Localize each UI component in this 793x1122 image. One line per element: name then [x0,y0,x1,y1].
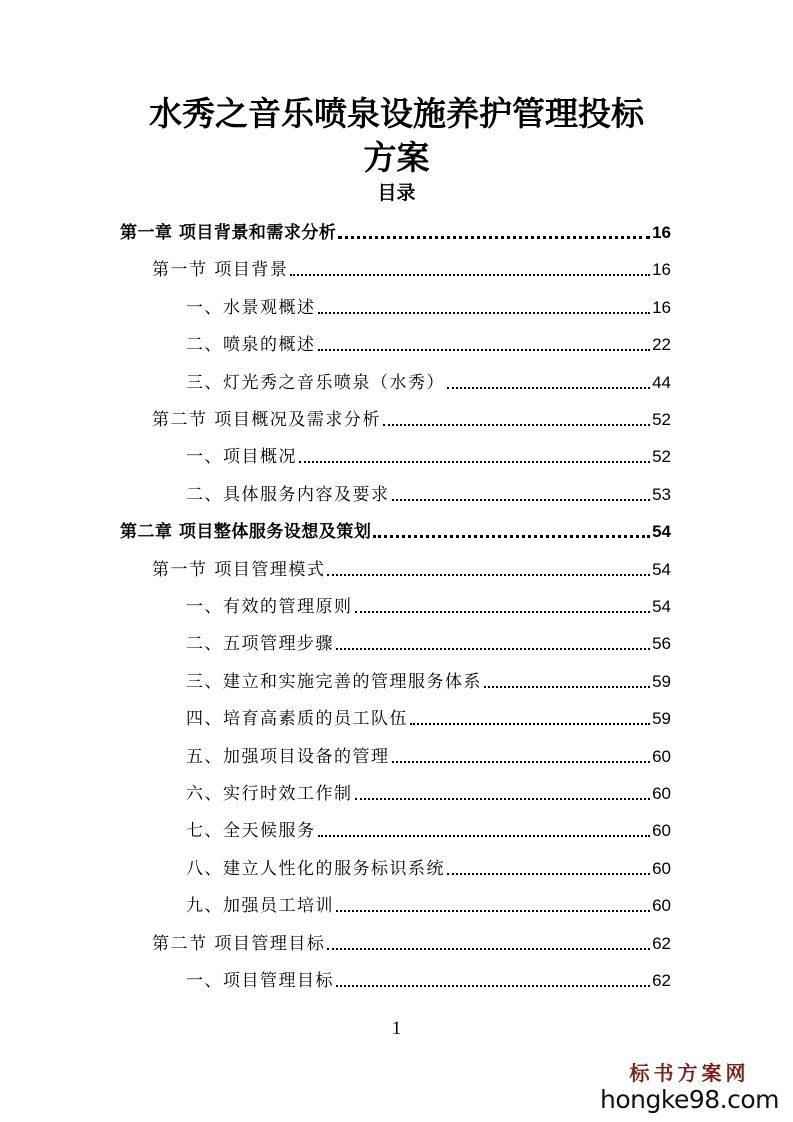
toc-entry-label: 一、项目管理目标 [186,971,334,991]
toc-entry-page: 16 [652,297,671,317]
toc-entry-label: 第二节 项目管理目标 [152,933,326,954]
toc-entry[interactable] [120,214,671,244]
toc-dot-leader [392,499,651,501]
toc-entry[interactable] [152,401,671,431]
toc-dot-leader [318,835,651,837]
toc-entry[interactable] [186,775,671,805]
toc-entry-label: 一、项目概况 [186,447,297,468]
toc-entry-page: 60 [652,784,671,803]
toc-entry-label: 二、喷泉的概述 [186,335,316,356]
toc-entry-page: 62 [652,933,671,953]
toc-dot-leader [327,948,650,950]
toc-entry-label: 四、培育高素质的员工队伍 [186,709,408,730]
toc-entry-page: 60 [652,821,671,841]
toc-entry-label: 三、灯光秀之音乐喷泉（水秀） [186,372,445,393]
toc-heading: 目录 [377,182,416,204]
watermark-site-name: 标书方案网 [629,1061,750,1085]
toc-dot-leader [355,611,651,613]
toc-entry[interactable] [186,625,671,655]
toc-dot-leader [484,686,650,688]
toc-entry-label: 第二章 项目整体服务设想及策划 [120,522,372,543]
toc-entry-page: 60 [652,746,671,766]
toc-entry[interactable] [186,850,671,880]
site-watermark [600,1060,779,1114]
toc-entry-label: 第二节 项目概况及需求分析 [152,410,381,430]
toc-entry[interactable] [152,925,671,955]
toc-entry-label: 七、全天候服务 [186,821,316,842]
toc-entry-page: 60 [652,858,671,878]
toc-entry-label: 第一节 项目管理模式 [152,559,326,580]
toc-dot-leader [336,910,650,912]
toc-entry-page: 54 [652,597,671,616]
toc-dot-leader [447,387,650,389]
toc-dot-leader [318,312,651,314]
toc-entry[interactable] [186,962,671,992]
toc-entry-label: 一、水景观概述 [186,297,316,318]
toc-entry[interactable] [152,251,671,281]
toc-entry[interactable] [186,438,671,468]
toc-dot-leader [447,873,650,875]
toc-entry-label: 一、有效的管理原则 [186,597,353,617]
document-title-line-2: 方案 [363,138,430,177]
toc-entry-page: 59 [652,709,671,729]
document-title [0,92,793,180]
toc-dot-leader [318,349,651,351]
toc-dot-leader [410,723,650,725]
toc-entry-page: 59 [652,671,671,691]
toc-dot-leader [290,274,650,276]
toc-entry-page: 54 [652,559,671,579]
toc-entry-label: 三、建立和实施完善的管理服务体系 [186,671,482,692]
toc-entry-label: 第一章 项目背景和需求分析 [120,223,337,243]
toc-entry[interactable] [186,588,671,618]
toc-entry-page: 60 [652,896,671,916]
toc-dot-leader [355,798,651,800]
toc-entry-page: 52 [652,410,671,429]
toc-entry-label: 五、加强项目设备的管理 [186,746,390,767]
toc-entry[interactable] [186,738,671,768]
toc-entry[interactable] [186,700,671,730]
toc-entry-page: 53 [652,484,671,504]
toc-entry-page: 62 [652,971,671,990]
toc-entry-label: 八、建立人性化的服务标识系统 [186,858,445,879]
toc-entry[interactable] [186,812,671,842]
toc-entry-page: 16 [652,223,671,242]
toc-entry-label: 第一节 项目背景 [152,260,289,281]
toc-dot-leader [299,461,650,463]
toc-entry[interactable] [186,326,671,356]
toc-entry-page: 54 [652,522,671,542]
toc-entry[interactable] [186,476,671,506]
toc-entry[interactable] [186,663,671,693]
toc-entry-page: 52 [652,447,671,467]
toc-dot-leader [392,761,651,763]
toc-entry-label: 六、实行时效工作制 [186,784,353,804]
toc-dot-leader [338,236,650,239]
toc-entry[interactable] [152,551,671,581]
toc-entry[interactable] [186,887,671,917]
toc-dot-leader [373,535,650,538]
toc-entry[interactable] [186,289,671,319]
toc-entry[interactable] [120,513,671,543]
toc-entry-label: 二、五项管理步骤 [186,634,334,655]
document-title-line-1: 水秀之音乐喷泉设施养护管理投标 [149,94,644,133]
toc-entry-page: 56 [652,634,671,654]
toc-entry-page: 16 [652,260,671,280]
toc-entry-page: 44 [652,372,671,392]
toc-dot-leader [383,424,650,426]
toc-dot-leader [336,648,650,650]
toc-dot-leader [336,985,650,987]
page-number: 1 [391,1018,402,1039]
watermark-url: hongke98.com [600,1085,779,1114]
toc-entry-label: 二、具体服务内容及要求 [186,484,390,505]
toc-dot-leader [327,574,650,576]
toc-entry-label: 九、加强员工培训 [186,896,334,917]
toc-entry-page: 22 [652,335,671,355]
toc-entry[interactable] [186,364,671,394]
